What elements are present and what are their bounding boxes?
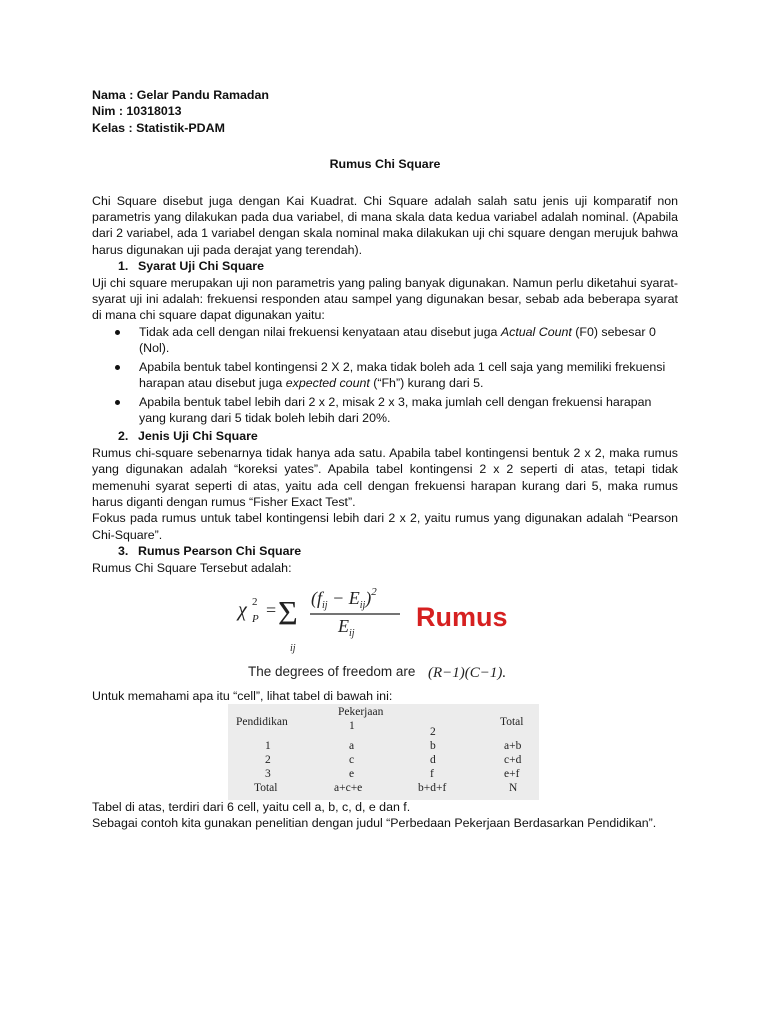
pearson-formula-image bbox=[232, 578, 530, 684]
table-cell: N bbox=[509, 782, 518, 794]
formula-sigma-sub: ij bbox=[290, 643, 296, 654]
formula-sigma: Σ bbox=[278, 595, 298, 632]
formula-rumus-badge: Rumus bbox=[416, 602, 508, 632]
section-2-paragraph: Rumus chi-square sebenarnya tidak hanya ada satu. Apabila tabel kontingensi bentuk 2 x 2, maka rumus yang digunakan adalah “koreksi yates”. Apabila tabel kontingensi 2 x 2 seperti di atas, tetapi tidak memenuhi syarat seperti di atas, yaitu ada cell dengan frekuensi harapan kurang dari 5, maka rumus harus diganti dengan rumus “Fisher Exact Test”. bbox=[92, 445, 678, 509]
table-header-col1: 1 bbox=[349, 720, 355, 732]
formula-denominator: $E_{ij}$ bbox=[338, 616, 355, 639]
intro-paragraph: Chi Square disebut juga dengan Kai Kuadrat. Chi Square adalah salah satu jenis uji komparatif non parametris yang dilakukan pada dua variabel, di mana skala data kedua variabel adalah nominal. (Apabila dari 2 variabel, ada 1 variabel dengan skala nominal maka dilakukan uji chi square dengan merujuk bahwa harus digunakan uji pada derajat yang terendah). bbox=[92, 193, 678, 257]
bullet-icon bbox=[115, 365, 120, 370]
table-row-label: 3 bbox=[265, 768, 271, 780]
formula-numerator: $(f_{ij} - E_{ij})^2$ bbox=[311, 586, 377, 611]
section-1-paragraph: Uji chi square merupakan uji non parametris yang paling banyak digunakan. Namun perlu diketahui syarat-syarat uji ini adalah: frekuensi responden atau sampel yang digunakan besar, sebab ada beberapa syarat di mana chi square dapat digunakan yaitu: bbox=[92, 275, 678, 323]
table-cell: e bbox=[349, 768, 355, 780]
table-cell: a+b bbox=[504, 740, 522, 752]
table-cell: b bbox=[430, 740, 436, 752]
requirements-list bbox=[92, 324, 678, 426]
formula-dof-expression: (R−1)(C−1). bbox=[428, 665, 507, 681]
table-row-label: 2 bbox=[265, 754, 271, 766]
table-header-pekerjaan: Pekerjaan bbox=[338, 706, 384, 718]
table-cell: b+d+f bbox=[418, 782, 447, 794]
student-class: Kelas : Statistik-PDAM bbox=[92, 120, 225, 135]
table-cell: f bbox=[430, 768, 434, 780]
cell-summary: Tabel di atas, terdiri dari 6 cell, yaitu cell a, b, c, d, e dan f. bbox=[92, 800, 411, 814]
formula-chi-sub: P bbox=[252, 613, 259, 625]
formula-dof-text: The degrees of freedom are bbox=[248, 664, 416, 679]
section-heading-2: 2. Jenis Uji Chi Square bbox=[118, 429, 258, 444]
table-cell: d bbox=[430, 754, 436, 766]
student-nim: Nim : 10318013 bbox=[92, 104, 182, 119]
formula-chi: χ bbox=[238, 599, 247, 621]
section-heading-1: 1. Syarat Uji Chi Square bbox=[118, 259, 265, 274]
section-heading-3: 3. Rumus Pearson Chi Square bbox=[118, 544, 302, 559]
list-item: Apabila bentuk tabel kontingensi 2 X 2, maka tidak boleh ada 1 cell saja yang memiliki frekuensi harapan atau disebut juga expected count (“Fh”) kurang dari 5. bbox=[139, 359, 678, 392]
document-body bbox=[92, 87, 678, 576]
table-cell: c+d bbox=[504, 754, 522, 766]
document-title: Rumus Chi Square bbox=[329, 157, 441, 172]
table-cell: a bbox=[349, 740, 355, 752]
section-3-paragraph: Rumus Chi Square Tersebut adalah: bbox=[92, 560, 292, 575]
table-header-total: Total bbox=[500, 716, 524, 728]
list-item: Tidak ada cell dengan nilai frekuensi kenyataan atau disebut juga Actual Count (F0) sebesar 0 (Nol). bbox=[139, 324, 678, 357]
contingency-table bbox=[228, 704, 539, 800]
cell-intro: Untuk memahami apa itu “cell”, lihat tabel di bawah ini: bbox=[92, 689, 393, 703]
table-row-label: 1 bbox=[265, 740, 271, 752]
table-row-label: Total bbox=[254, 782, 278, 794]
table-cell: c bbox=[349, 754, 355, 766]
bullet-icon bbox=[115, 400, 120, 405]
table-cell: a+c+e bbox=[334, 782, 363, 794]
student-name: Nama : Gelar Pandu Ramadan bbox=[92, 88, 269, 102]
formula-chi-sup: 2 bbox=[252, 596, 258, 608]
section-2-paragraph-2: Fokus pada rumus untuk tabel kontingensi lebih dari 2 x 2, yaitu rumus yang digunakan adalah “Pearson Chi-Square”. bbox=[92, 511, 678, 542]
table-cell: e+f bbox=[504, 768, 520, 780]
closing-text bbox=[92, 799, 678, 832]
table-header-pendidikan: Pendidikan bbox=[236, 716, 288, 728]
list-item: Apabila bentuk tabel lebih dari 2 x 2, misak 2 x 3, maka jumlah cell dengan frekuensi harapan yang kurang dari 5 tidak boleh lebih dari 20%. bbox=[139, 394, 678, 427]
table-header-col2: 2 bbox=[430, 726, 436, 738]
bullet-icon bbox=[115, 330, 120, 335]
example-sentence: Sebagai contoh kita gunakan penelitian dengan judul “Perbedaan Pekerjaan Berdasarkan Pendidikan”. bbox=[92, 816, 657, 831]
formula-equals: = bbox=[266, 600, 277, 620]
